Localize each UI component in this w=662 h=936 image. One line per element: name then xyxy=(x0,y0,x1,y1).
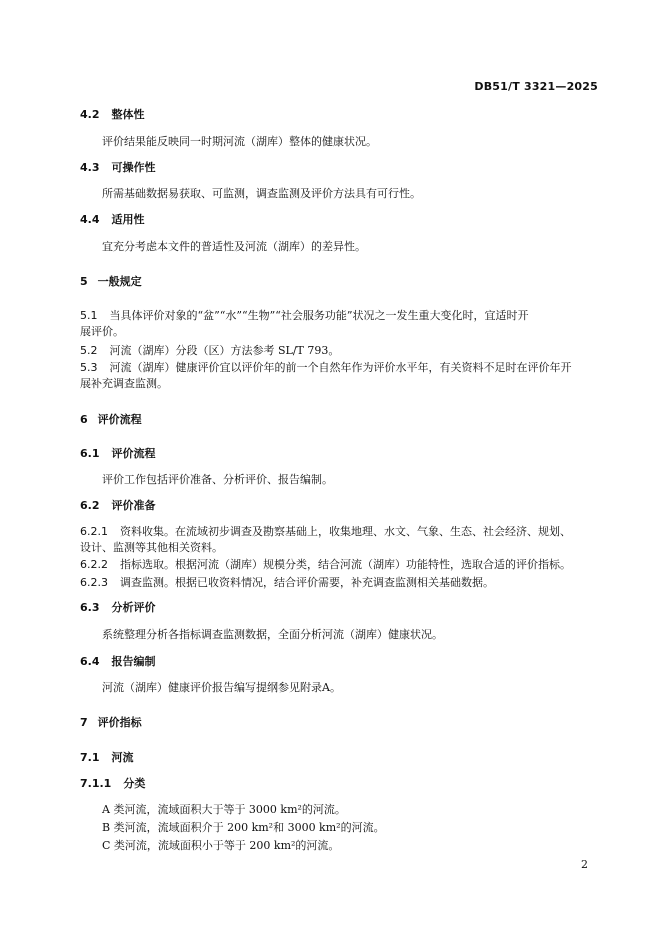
paragraph-line xyxy=(102,681,341,695)
body-text: 宜充分考虑本文件的普适性及河流（湖库）的差异性。 xyxy=(102,240,366,253)
clause-number: 6.2.2 xyxy=(80,558,108,571)
clause-number: 7 xyxy=(80,716,88,729)
section-heading xyxy=(80,213,145,227)
clause-number: 7.1.1 xyxy=(80,777,112,790)
section-heading xyxy=(80,655,156,669)
heading-text: 分析评价 xyxy=(111,601,156,614)
paragraph-line xyxy=(80,576,494,590)
clause-number: 6.4 xyxy=(80,655,100,668)
clause-number: 5.1 xyxy=(80,309,98,322)
section-heading xyxy=(80,161,156,175)
paragraph-line xyxy=(80,558,571,572)
clause-number: 6 xyxy=(80,413,88,426)
body-text: 指标选取。根据河流（湖库）规模分类，结合河流（湖库）功能特性，选取合适的评价指标。 xyxy=(120,558,571,571)
heading-text: 可操作性 xyxy=(111,161,156,174)
clause-number: 4.4 xyxy=(80,213,100,226)
section-heading xyxy=(80,716,142,730)
body-text: 展补充调查监测。 xyxy=(80,377,168,390)
heading-text: 评价指标 xyxy=(97,716,142,729)
clause-number: 5.2 xyxy=(80,344,98,357)
paragraph-line xyxy=(102,821,385,835)
section-heading xyxy=(80,499,156,513)
heading-text: 评价流程 xyxy=(97,413,142,426)
body-text: 系统整理分析各指标调查监测数据，全面分析河流（湖库）健康状况。 xyxy=(102,628,443,641)
paragraph-line xyxy=(102,240,366,254)
clause-number: 6.2.3 xyxy=(80,576,108,589)
body-text: 资料收集。在流域初步调查及勘察基础上，收集地理、水文、气象、生态、社会经济、规划、 xyxy=(120,525,571,538)
paragraph-line xyxy=(102,803,346,817)
section-heading xyxy=(80,751,134,765)
heading-text: 河流 xyxy=(111,751,134,764)
heading-text: 一般规定 xyxy=(97,275,142,288)
heading-text: 评价准备 xyxy=(111,499,156,512)
body-text: 河流（湖库）健康评价宜以评价年的前一个自然年作为评价水平年，有关资料不足时在评价年开 xyxy=(109,361,572,374)
clause-number: 5.3 xyxy=(80,361,98,374)
paragraph-line xyxy=(80,541,223,555)
section-heading xyxy=(80,108,145,122)
heading-text: 适用性 xyxy=(111,213,145,226)
section-heading xyxy=(80,601,156,615)
clause-number: 6.2.1 xyxy=(80,525,108,538)
page-number: 2 xyxy=(581,858,588,871)
body-text: 设计、监测等其他相关资料。 xyxy=(80,541,223,554)
heading-text: 评价流程 xyxy=(111,447,156,460)
section-heading xyxy=(80,275,142,289)
body-text: A 类河流，流域面积大于等于 3000 km²的河流。 xyxy=(102,803,346,816)
clause-number: 5 xyxy=(80,275,88,288)
clause-number: 6.2 xyxy=(80,499,100,512)
paragraph-line xyxy=(80,344,339,358)
body-text: 河流（湖库）健康评价报告编写提纲参见附录A。 xyxy=(102,681,341,694)
body-text: 调查监测。根据已收资料情况，结合评价需要，补充调查监测相关基础数据。 xyxy=(120,576,494,589)
clause-number: 4.3 xyxy=(80,161,100,174)
section-heading xyxy=(80,413,142,427)
paragraph-line xyxy=(102,135,377,149)
paragraph-line xyxy=(102,473,333,487)
paragraph-line xyxy=(80,525,571,539)
clause-number: 7.1 xyxy=(80,751,100,764)
clause-number: 4.2 xyxy=(80,108,100,121)
clause-number: 6.1 xyxy=(80,447,100,460)
paragraph-line xyxy=(80,361,572,375)
paragraph-line xyxy=(80,309,529,323)
paragraph-line xyxy=(102,628,443,642)
heading-text: 报告编制 xyxy=(111,655,156,668)
paragraph-line xyxy=(80,377,168,391)
heading-text: 分类 xyxy=(123,777,146,790)
paragraph-line xyxy=(102,839,339,853)
body-text: 评价结果能反映同一时期河流（湖库）整体的健康状况。 xyxy=(102,135,377,148)
body-text: C 类河流，流域面积小于等于 200 km²的河流。 xyxy=(102,839,340,852)
section-heading xyxy=(80,447,156,461)
paragraph-line xyxy=(80,325,124,339)
body-text: 河流（湖库）分段（区）方法参考 SL/T 793。 xyxy=(109,344,340,357)
body-text: 所需基础数据易获取、可监测，调查监测及评价方法具有可行性。 xyxy=(102,187,421,200)
heading-text: 整体性 xyxy=(111,108,145,121)
document-code: DB51/T 3321—2025 xyxy=(474,80,598,93)
body-text: 当具体评价对象的“盆”“水”“生物”“社会服务功能”状况之一发生重大变化时，宜适时开 xyxy=(109,309,529,322)
clause-number: 6.3 xyxy=(80,601,100,614)
body-text: 展评价。 xyxy=(80,325,124,338)
body-text: 评价工作包括评价准备、分析评价、报告编制。 xyxy=(102,473,333,486)
paragraph-line xyxy=(102,187,421,201)
body-text: B 类河流，流域面积介于 200 km²和 3000 km²的河流。 xyxy=(102,821,385,834)
section-heading xyxy=(80,777,145,791)
